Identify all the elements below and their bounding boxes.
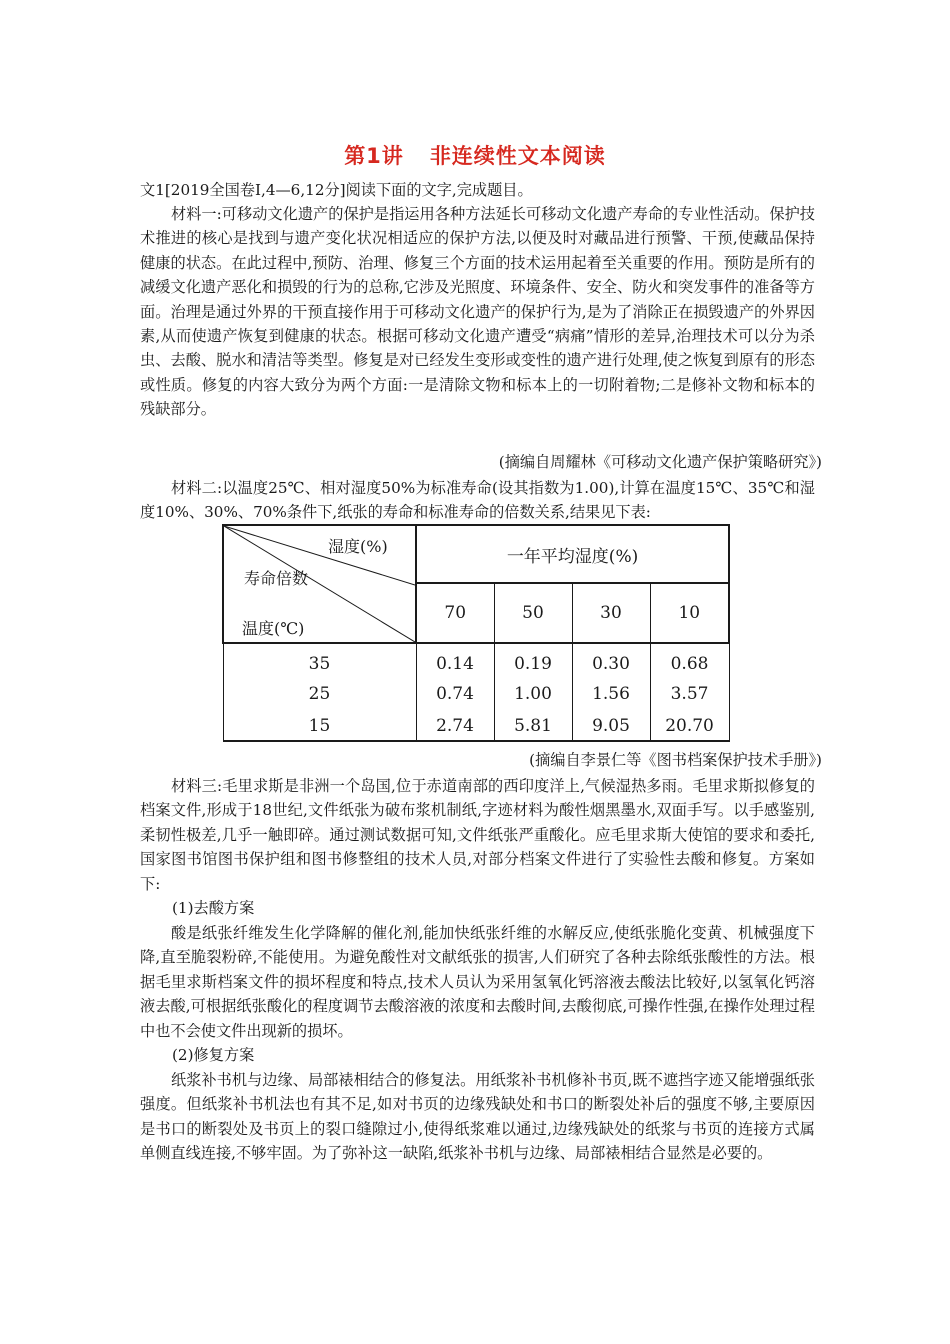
column-header: 10 bbox=[650, 583, 729, 643]
row-temperature: 35 bbox=[223, 643, 416, 677]
table-corner-cell bbox=[223, 525, 416, 643]
table-header-row bbox=[223, 525, 729, 583]
plan-2-paragraph: 纸浆补书机与边缘、局部裱相结合的修复法。用纸浆补书机修补书页,既不遮挡字迹又能增强纸张强度。但纸浆补书机法也有其不足,如对书页的边缘残缺处和书口的断裂处补后的强度不够,主要原因是书口的断裂处及书页上的裂口缝隙过小,使得纸浆难以通过,边缘残缺处的纸浆与书页的连接方式属单侧直线连接,不够牢固。为了弥补这一缺陷,纸浆补书机与边缘、局部裱相结合显然是必要的。 bbox=[140, 1071, 815, 1163]
row-temperature: 15 bbox=[223, 711, 416, 741]
plan-2-title: (2)修复方案 bbox=[172, 1046, 255, 1064]
table-cell: 1.00 bbox=[494, 677, 572, 711]
table-cell: 3.57 bbox=[650, 677, 729, 711]
lecture-number: 第1讲 bbox=[344, 144, 404, 168]
table-cell: 0.19 bbox=[494, 643, 572, 677]
material-1-paragraph: 材料一:可移动文化遗产的保护是指运用各种方法延长可移动文化遗产寿命的专业性活动。保护技术推进的核心是找到与遗产变化状况相适应的保护方法,以便及时对藏品进行预警、干预,使藏品保持健康的状态。在此过程中,预防、治理、修复三个方面的技术运用起着至关重要的作用。预防是所有的减缓文化遗产恶化和损毁的行为的总称,它涉及光照度、环境条件、安全、防火和突发事件的准备等方面。治理是通过外界的干预直接作用于可移动文化遗产的保护行为,是为了消除正在损毁遗产的外界因素,从而使遗产恢复到健康的状态。根据可移动文化遗产遭受“病痛”情形的差异,治理技术可以分为杀虫、去酸、脱水和清洁等类型。修复是对已经发生变形或变性的遗产进行处理,使之恢复到原有的形态或性质。修复的内容大致分为两个方面:一是清除文物和标本上的一切附着物;二是修补文物和标本的残缺部分。 bbox=[140, 205, 815, 419]
material-3-paragraph: 材料三:毛里求斯是非洲一个岛国,位于赤道南部的西印度洋上,气候湿热多雨。毛里求斯拟修复的档案文件,形成于18世纪,文件纸张为破布浆机制纸,字迹材料为酸性烟黑墨水,双面手写。以手感鉴别,柔韧性极差,几乎一触即碎。通过测试数据可知,文件纸张严重酸化。应毛里求斯大使馆的要求和委托,国家图书馆图书保护组和图书修整组的技术人员,对部分档案文件进行了实验性去酸和修复。方案如下: bbox=[140, 777, 815, 893]
table-cell: 0.68 bbox=[650, 643, 729, 677]
column-header: 70 bbox=[416, 583, 494, 643]
plan-1-paragraph: 酸是纸张纤维发生化学降解的催化剂,能加快纸张纤维的水解反应,使纸张脆化变黄、机械强度下降,直至脆裂粉碎,不能使用。为避免酸性对文献纸张的损害,人们研究了各种去除纸张酸性的方法。根据毛里求斯档案文件的损坏程度和特点,技术人员认为采用氢氧化钙溶液去酸法比较好,以氢氧化钙溶液去酸,可根据纸张酸化的程度调节去酸溶液的浓度和去酸时间,去酸彻底,可操作性强,在操作处理过程中也不会使文件出现新的损坏。 bbox=[140, 924, 815, 1040]
table-cell: 2.74 bbox=[416, 711, 494, 741]
row-temperature: 25 bbox=[223, 677, 416, 711]
column-header: 30 bbox=[572, 583, 650, 643]
table-cell: 1.56 bbox=[572, 677, 650, 711]
lecture-title: 非连续性文本阅读 bbox=[429, 144, 606, 168]
page-title bbox=[0, 140, 950, 170]
material-2-source: (摘编自李景仁等《图书档案保护技术手册》) bbox=[529, 751, 822, 769]
table-row bbox=[223, 677, 729, 711]
material-2-paragraph: 材料二:以温度25℃、相对湿度50%为标准寿命(设其指数为1.00),计算在温度15℃、35℃和湿度10%、30%、70%条件下,纸张的寿命和标准寿命的倍数关系,结果见下表: bbox=[140, 479, 815, 522]
table-cell: 0.14 bbox=[416, 643, 494, 677]
table-row bbox=[223, 643, 729, 677]
table-cell: 0.30 bbox=[572, 643, 650, 677]
table-cell: 20.70 bbox=[650, 711, 729, 741]
table-cell: 5.81 bbox=[494, 711, 572, 741]
corner-multiple-label: 寿命倍数 bbox=[244, 569, 309, 588]
column-header: 50 bbox=[494, 583, 572, 643]
corner-temperature-label: 温度(℃) bbox=[242, 619, 305, 638]
plan-1-title: (1)去酸方案 bbox=[172, 899, 255, 917]
corner-humidity-label: 湿度(%) bbox=[328, 537, 388, 556]
material-1-source: (摘编自周耀林《可移动文化遗产保护策略研究》) bbox=[498, 453, 822, 471]
table-cell: 9.05 bbox=[572, 711, 650, 741]
question-intro: 文1[2019全国卷Ⅰ,4—6,12分]阅读下面的文字,完成题目。 bbox=[140, 181, 533, 199]
group-header-cell: 一年平均湿度(%) bbox=[416, 525, 729, 583]
table-cell: 0.74 bbox=[416, 677, 494, 711]
table-row bbox=[223, 711, 729, 741]
paper-lifetime-table bbox=[222, 524, 730, 742]
